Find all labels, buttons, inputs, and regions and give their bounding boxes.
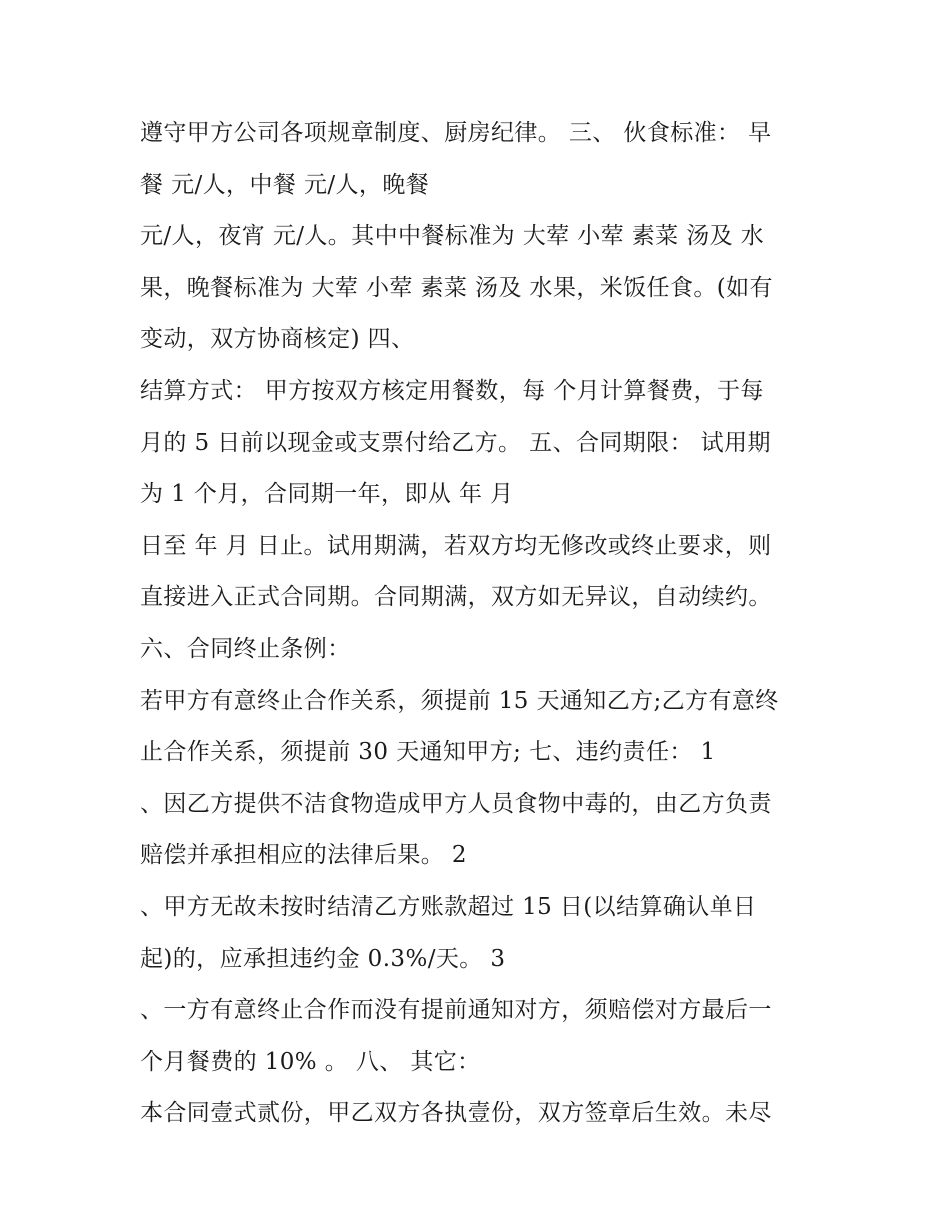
text-line: 、甲方无故未按时结清乙方账款超过 15 日(以结算确认单日 xyxy=(140,893,757,920)
text-line: 果，晚餐标准为 大荤 小荤 素菜 汤及 水果，米饭任食。(如有 xyxy=(140,274,773,301)
text-line: 变动，双方协商核定) 四、 xyxy=(140,326,415,353)
text-line: 遵守甲方公司各项规章制度、厨房纪律。 三、 伙食标准： 早 xyxy=(140,120,772,146)
text-line: 个月餐费的 10% 。 八、 其它： xyxy=(140,1048,481,1075)
text-line: 元/人，夜宵 元/人。其中中餐标准为 大荤 小荤 素菜 汤及 水 xyxy=(140,223,765,250)
text-line: 、一方有意终止合作而没有提前通知对方，须赔偿对方最后一 xyxy=(140,997,772,1024)
text-line: 日至 年 月 日止。试用期满，若双方均无修改或终止要求，则 xyxy=(140,532,772,559)
text-line: 直接进入正式合同期。合同期满，双方如无异议，自动续约。 xyxy=(140,584,772,611)
text-line: 、因乙方提供不洁食物造成甲方人员食物中毒的，由乙方负责 xyxy=(140,790,772,817)
contract-body-text xyxy=(140,108,820,1140)
text-line: 结算方式： 甲方按双方核定用餐数，每 个月计算餐费，于每 xyxy=(140,377,764,404)
text-line: 起)的，应承担违约金 0.3%/天。 3 xyxy=(140,945,506,972)
text-line: 为 1 个月，合同期一年，即从 年 月 xyxy=(140,481,514,508)
text-line: 本合同壹式贰份，甲乙双方各执壹份，双方签章后生效。未尽 xyxy=(140,1100,772,1127)
text-line: 止合作关系，须提前 30 天通知甲方; 七、违约责任： 1 xyxy=(140,739,716,766)
text-line: 月的 5 日前以现金或支票付给乙方。 五、合同期限： 试用期 xyxy=(140,429,771,456)
text-line: 六、合同终止条例： xyxy=(140,635,351,662)
text-line: 若甲方有意终止合作关系，须提前 15 天通知乙方;乙方有意终 xyxy=(140,687,779,714)
text-line: 餐 元/人，中餐 元/人，晚餐 xyxy=(140,171,430,198)
text-line: 赔偿并承担相应的法律后果。 2 xyxy=(140,842,467,869)
